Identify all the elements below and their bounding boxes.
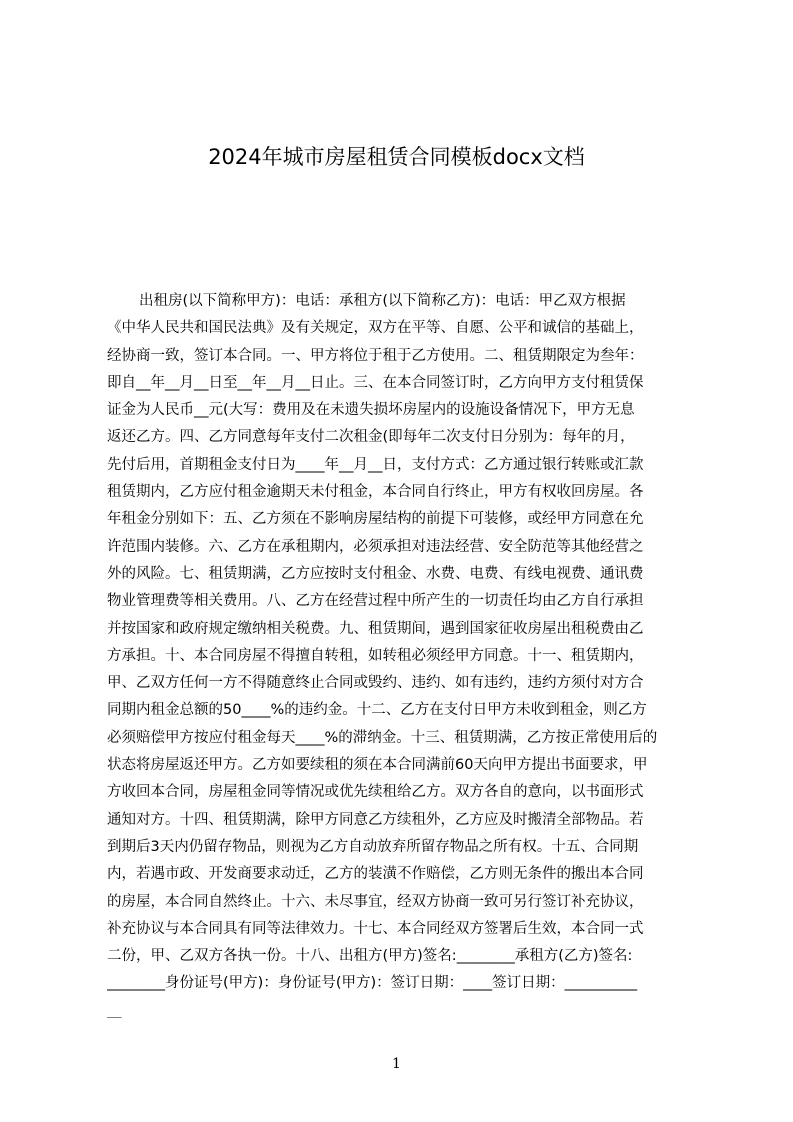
body-line: 出租房(以下简称甲方)：电话：承租方(以下简称乙方)：电话：甲乙双方根据: [139, 293, 626, 309]
body-line: 经协商一致，签订本合同。一、甲方将位于租于乙方使用。二、租赁期限定为叁年：: [107, 347, 644, 364]
body-line: __: [107, 1002, 122, 1018]
body-line: 即自__年__月__日至__年__月__日止。三、在本合同签订时，乙方向甲方支付租赁保: [107, 374, 644, 391]
body-line: 证金为人民币__元(大写：费用及在未遗失损坏房屋内的设施设备情况下，甲方无息: [107, 402, 635, 419]
body-line: 方收回本合同，房屋租金同等情况或优先续租给乙方。双方各自的意向，以书面形式: [107, 784, 644, 801]
body-line: 必须赔偿甲方按应付租金每天____%的滞纳金。十三、租赁期满，乙方按正常使用后的: [107, 729, 658, 746]
body-line: ________身份证号(甲方)：身份证号(甲方)：签订日期：____签订日期：__________: [107, 975, 638, 992]
body-line: 方承担。十、本合同房屋不得擅自转租，如转租必须经甲方同意。十一、租赁期内，: [107, 647, 644, 664]
body-line: 补充协议与本合同具有同等法律效力。十七、本合同经双方签署后生效，本合同一式: [107, 920, 644, 937]
body-line: 甲、乙双方任何一方不得随意终止合同或毁约、违约、如有违约，违约方须付对方合: [107, 675, 644, 692]
body-line: 状态将房屋返还甲方。乙方如要续租的须在本合同满前60天向甲方提出书面要求，甲: [107, 757, 648, 774]
body-line: 通知对方。十四、租赁期满，除甲方同意乙方续租外，乙方应及时搬清全部物品。若: [107, 811, 644, 828]
body-line: 物业管理费等相关费用。八、乙方在经营过程中所产生的一切责任均由乙方自行承担: [107, 593, 644, 610]
body-line: 的房屋，本合同自然终止。十六、未尽事宜，经双方协商一致可另行签订补充协议，: [107, 893, 644, 910]
contract-body: [107, 288, 699, 1018]
document-title: 2024年城市房屋租赁合同模板docx文档: [208, 145, 585, 169]
body-line: 返还乙方。四、乙方同意每年支付二次租金(即每年二次支付日分别为：每年的月，: [107, 429, 635, 446]
body-line: 并按国家和政府规定缴纳相关税费。九、租赁期间，遇到国家征收房屋出租税费由乙: [107, 620, 644, 637]
body-line: 二份，甲、乙双方各执一份。十八、出租方(甲方)签名:________承租方(乙方)签名:: [107, 948, 633, 965]
body-line: 租赁期内，乙方应付租金逾期天未付租金，本合同自行终止，甲方有权收回房屋。各: [107, 484, 644, 501]
body-line: 许范围内装修。六、乙方在承租期内，必须承担对违法经营、安全防范等其他经营之: [107, 538, 644, 555]
body-line: 外的风险。七、租赁期满，乙方应按时支付租金、水费、电费、有线电视费、通讯费: [107, 565, 644, 582]
body-line: 同期内租金总额的50____%的违约金。十二、乙方在支付日甲方未收到租金，则乙方: [107, 702, 647, 719]
body-line: 年租金分别如下：五、乙方须在不影响房屋结构的前提下可装修，或经甲方同意在允: [107, 511, 644, 528]
body-line: 先付后用，首期租金支付日为____年__月__日，支付方式：乙方通过银行转账或汇款: [107, 456, 644, 473]
body-line: 内，若遇市政、开发商要求动迁，乙方的装潢不作赔偿，乙方则无条件的搬出本合同: [107, 866, 644, 883]
page-number: 1: [392, 1056, 401, 1072]
body-line: 《中华人民共和国民法典》及有关规定，双方在平等、自愿、公平和诚信的基础上，: [107, 320, 644, 337]
body-line: 到期后3天内仍留存物品，则视为乙方自动放弃所留存物品之所有权。十五、合同期: [107, 838, 639, 855]
